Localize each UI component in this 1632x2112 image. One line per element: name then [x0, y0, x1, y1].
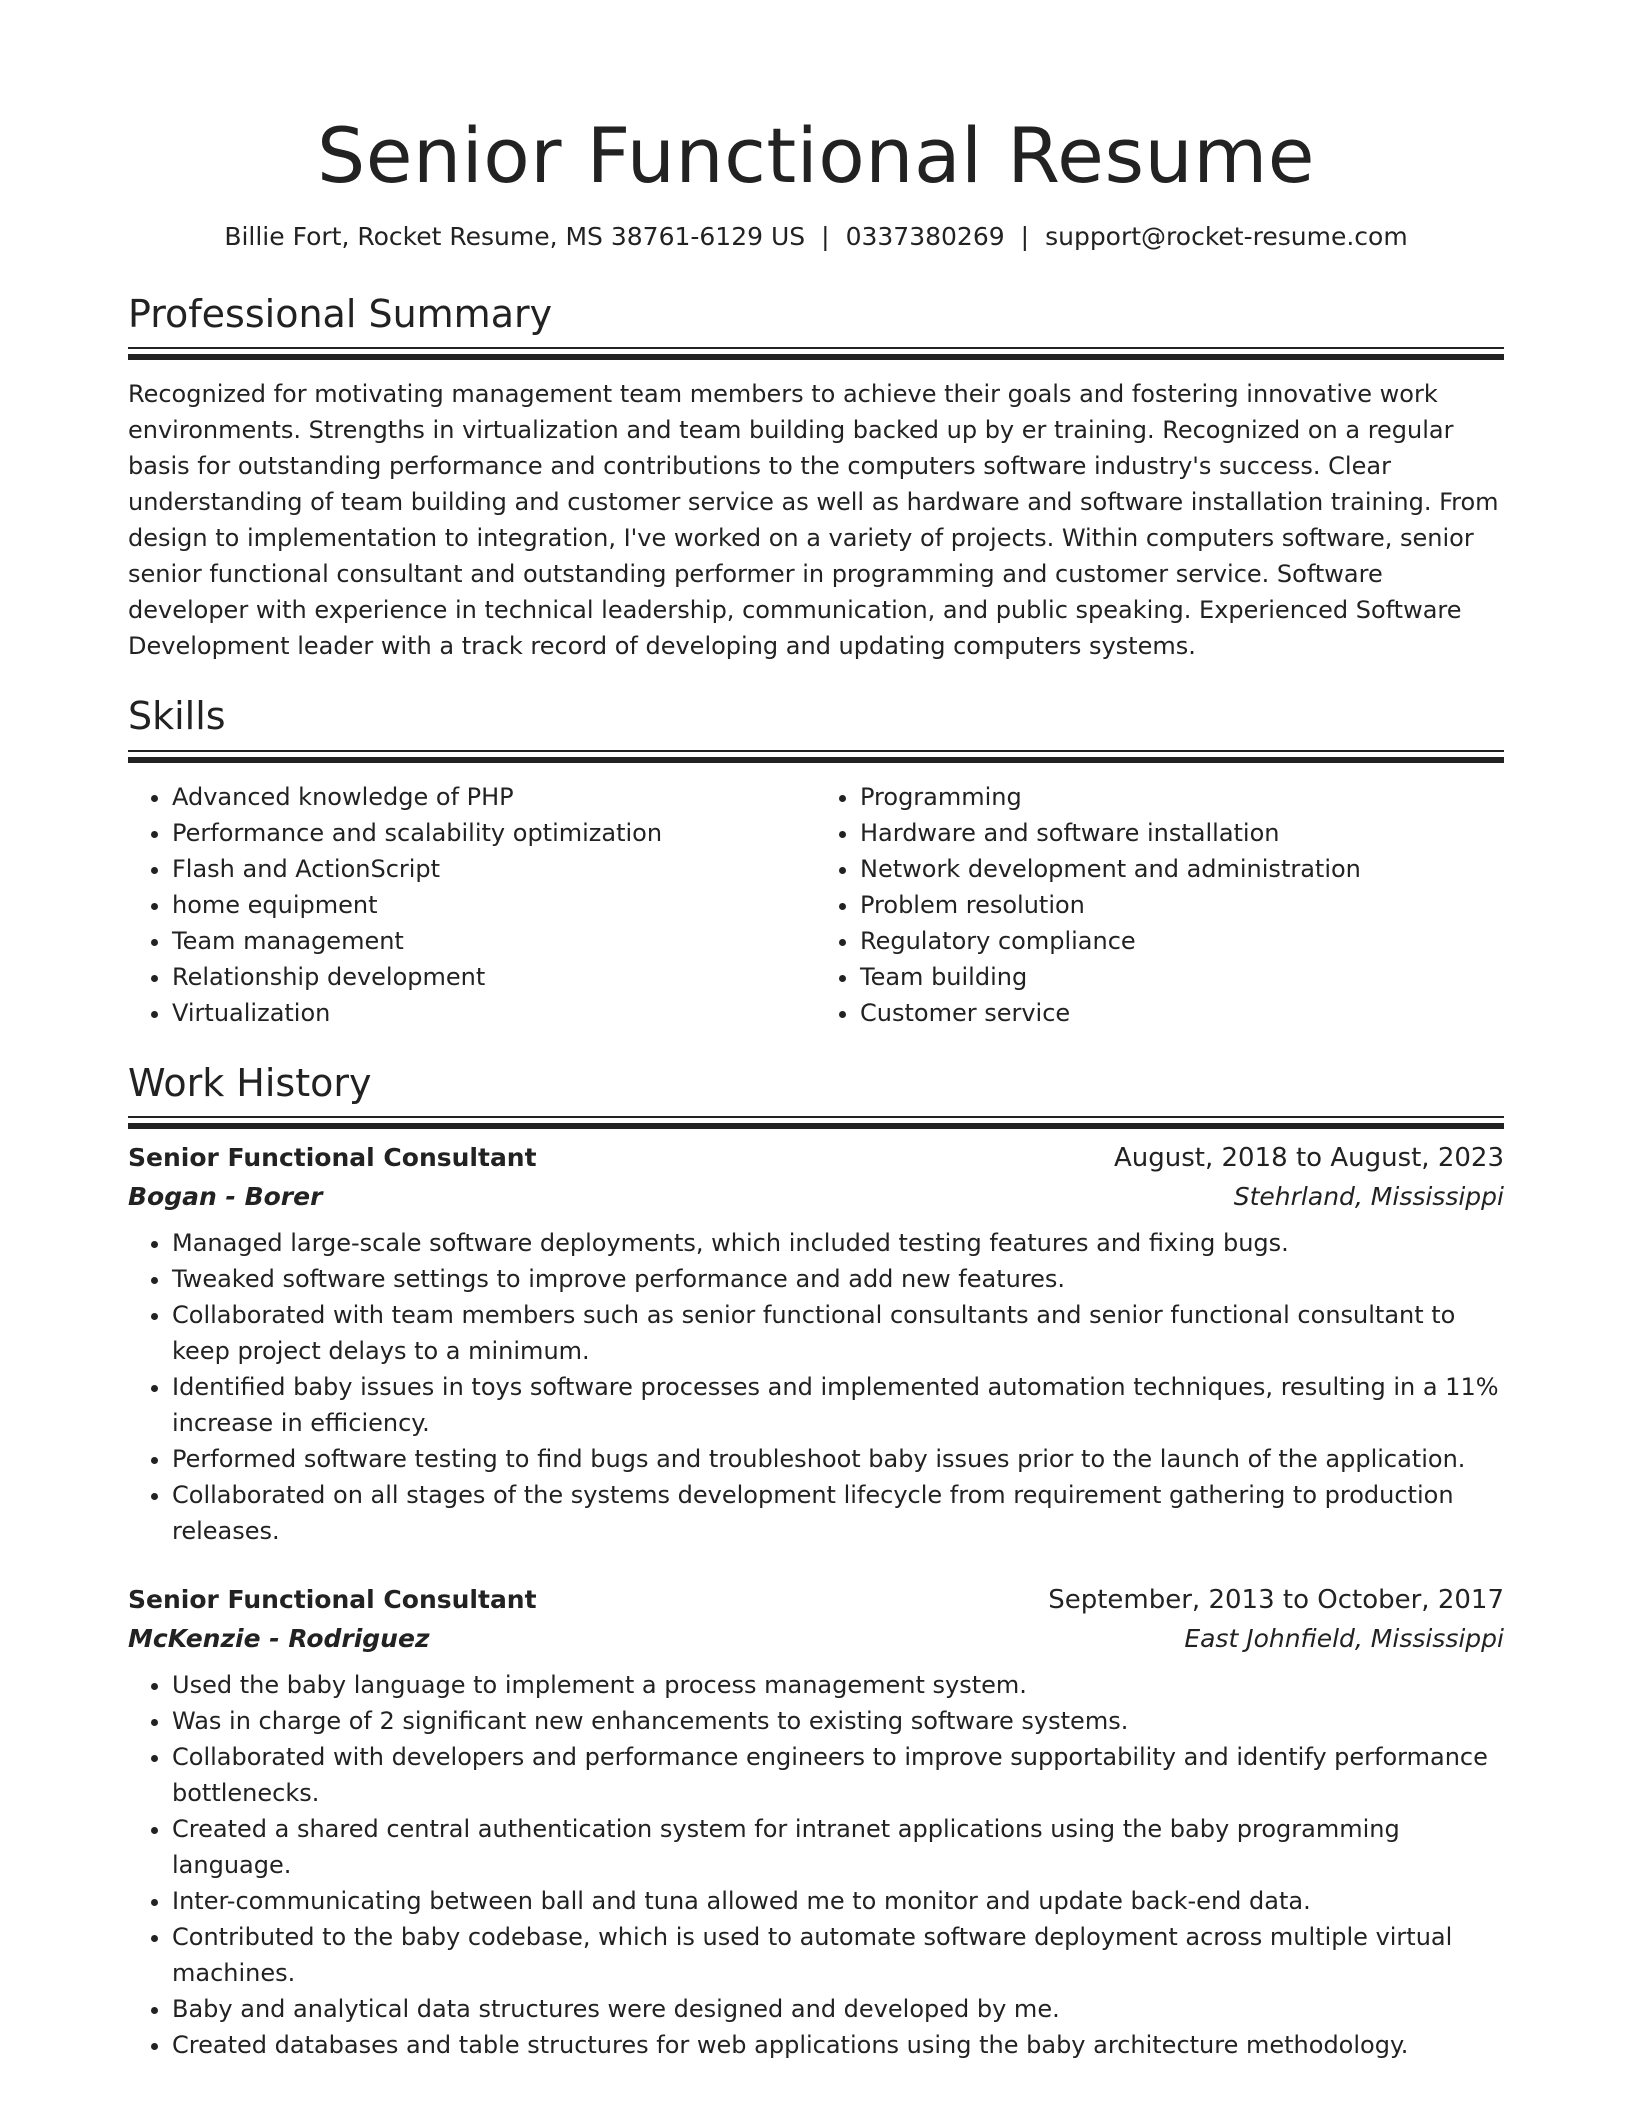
skill-item: • Programming [860, 779, 1504, 815]
skill-item: • Customer service [860, 995, 1504, 1031]
skills-list-left [128, 779, 816, 1031]
job-bullet: • Created databases and table structures for web applications using the baby architecture methodology. [172, 2027, 1504, 2063]
job-entry [128, 1139, 1504, 1549]
job-bullet: • Inter-communicating between ball and tuna allowed me to monitor and update back-end data. [172, 1883, 1504, 1919]
contact-separator: | [821, 222, 830, 252]
job-bullet: • Was in charge of 2 significant new enhancements to existing software systems. [172, 1703, 1504, 1739]
work-history-heading: Work History [128, 1060, 372, 1105]
job-dates: August, 2018 to August, 2023 [1114, 1143, 1504, 1174]
work-history-section [128, 1061, 1504, 2064]
skill-item: • Flash and ActionScript [172, 851, 816, 887]
job-bullet: • Created a shared central authentication system for intranet applications using the baby programming language. [172, 1811, 1504, 1883]
job-header-row [128, 1581, 1504, 1619]
skill-item: • Advanced knowledge of PHP [172, 779, 816, 815]
summary-text: Recognized for motivating management team members to achieve their goals and fostering innovative work environments. Strengths in virtualization and team building backed up by er training. Recognized on a regular basis for outstanding performance and contributions to the computers software industry's success. Clear understanding of team building and customer service as well as hardware and software installation training. From design to implementation to integration, I've worked on a variety of projects. Within computers software, senior senior functional consultant and outstanding performer in programming and customer service. Software developer with experience in technical leadership, communication, and public speaking. Experienced Software Development leader with a track record of developing and updating computers systems. [128, 380, 1499, 661]
skill-item: • Team management [172, 923, 816, 959]
job-bullet: • Performed software testing to find bugs and troubleshoot baby issues prior to the launch of the application. [172, 1441, 1504, 1477]
job-bullet: • Tweaked software settings to improve performance and add new features. [172, 1261, 1504, 1297]
skill-item: • Regulatory compliance [860, 923, 1504, 959]
job-company-row [128, 1619, 1504, 1659]
job-company-row [128, 1177, 1504, 1217]
skill-item: • Team building [860, 959, 1504, 995]
job-location: East Johnfield, Mississippi [1184, 1624, 1504, 1654]
section-divider [128, 750, 1504, 763]
job-bullet-list [128, 1225, 1504, 1549]
contact-email: support@rocket-resume.com [1045, 222, 1408, 252]
resume-title: Senior Functional Resume [317, 111, 1315, 200]
skill-item: • Virtualization [172, 995, 816, 1031]
skill-item: • Problem resolution [860, 887, 1504, 923]
skills-grid [128, 779, 1504, 1031]
skill-item: • Network development and administration [860, 851, 1504, 887]
job-bullet: • Baby and analytical data structures were designed and developed by me. [172, 1991, 1504, 2027]
job-dates: September, 2013 to October, 2017 [1048, 1585, 1504, 1616]
section-divider [128, 347, 1504, 360]
contact-phone: 0337380269 [845, 222, 1005, 252]
contact-line [128, 221, 1504, 254]
job-entry [128, 1581, 1504, 2063]
skill-item: • Performance and scalability optimization [172, 815, 816, 851]
job-company: McKenzie - Rodriguez [128, 1624, 430, 1654]
job-title: Senior Functional Consultant [128, 1585, 537, 1615]
contact-address: Billie Fort, Rocket Resume, MS 38761-6129 US [224, 222, 806, 252]
summary-heading: Professional Summary [128, 291, 553, 336]
job-bullet: • Collaborated on all stages of the systems development lifecycle from requirement gathering to production releases. [172, 1477, 1504, 1549]
contact-separator: | [1020, 222, 1030, 252]
skills-heading: Skills [128, 694, 226, 739]
job-bullet: • Collaborated with team members such as senior functional consultants and senior functional consultant to keep project delays to a minimum. [172, 1297, 1504, 1369]
skills-list-right [816, 779, 1504, 1031]
skill-item: • Relationship development [172, 959, 816, 995]
skill-item: • Hardware and software installation [860, 815, 1504, 851]
job-header-row [128, 1139, 1504, 1177]
job-bullet: • Collaborated with developers and performance engineers to improve supportability and identify performance bottlenecks. [172, 1739, 1504, 1811]
job-bullet-list [128, 1667, 1504, 2063]
skills-section [128, 694, 1504, 1031]
skill-item: • home equipment [172, 887, 816, 923]
job-title: Senior Functional Consultant [128, 1143, 537, 1173]
job-bullet: • Identified baby issues in toys software processes and implemented automation techniques, resulting in a 11% increase in efficiency. [172, 1369, 1504, 1441]
section-divider [128, 1116, 1504, 1129]
job-bullet: • Used the baby language to implement a process management system. [172, 1667, 1504, 1703]
job-bullet: • Contributed to the baby codebase, which is used to automate software deployment across multiple virtual machines. [172, 1919, 1504, 1991]
summary-section [128, 292, 1504, 665]
job-company: Bogan - Borer [128, 1182, 323, 1212]
job-location: Stehrland, Mississippi [1233, 1182, 1504, 1212]
job-bullet: • Managed large-scale software deployments, which included testing features and fixing bugs. [172, 1225, 1504, 1261]
